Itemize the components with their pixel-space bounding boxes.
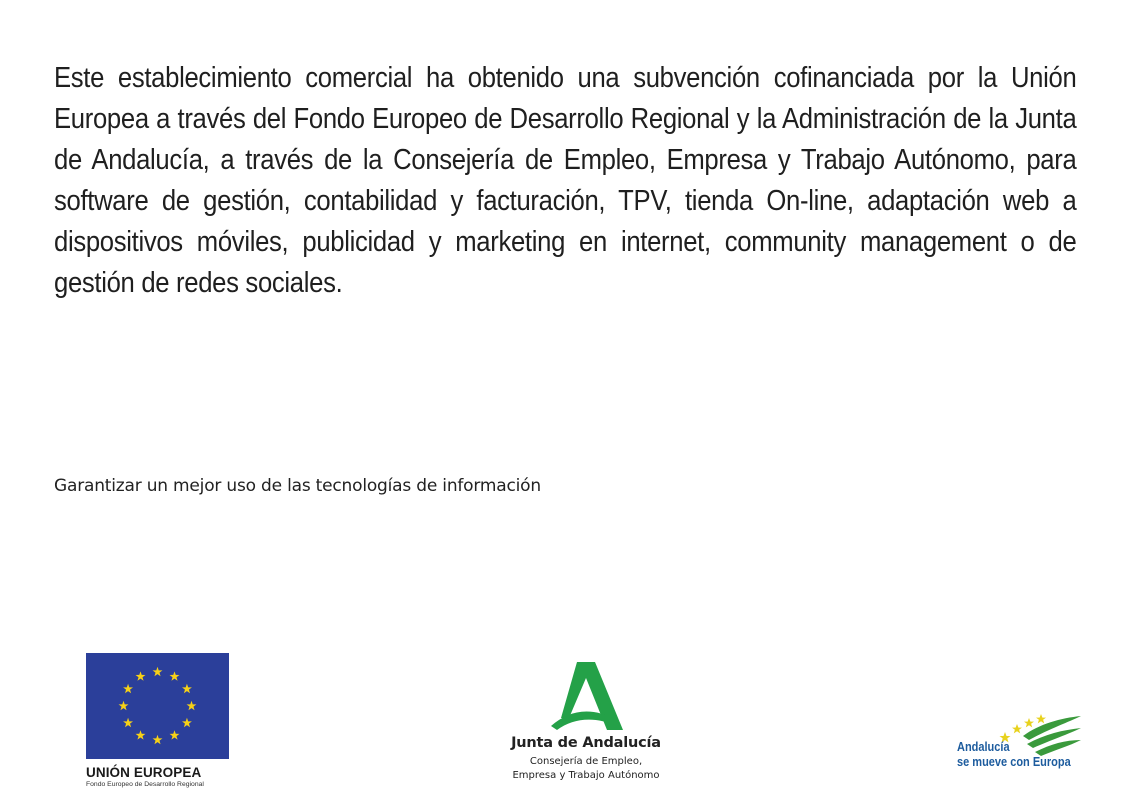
eu-flag-icon xyxy=(86,653,229,759)
junta-andalucia-logo xyxy=(486,660,686,783)
junta-subtitle-line1: Consejería de Empleo, xyxy=(529,756,643,767)
junta-andalucia-a-icon xyxy=(547,660,625,732)
subsidy-notice-paragraph: Este establecimiento comercial ha obtenido una subvención cofinanciada por la Unión Europea a través del Fondo Europeo de Desarrollo Regional y la Administración de la Junta de Andalucía, a través de la Consejería de Empleo, Empresa y Trabajo Autónomo, para software de gestión, contabilidad y facturación, TPV, tienda On-line, adaptación web a dispositivos móviles, publicidad y marketing en internet, community management o de gestión de redes sociales. xyxy=(54,62,1077,299)
andalucia-europa-line1: Andalucía xyxy=(957,740,1010,754)
objective-text: Garantizar un mejor uso de las tecnologías de información xyxy=(54,476,541,496)
andalucia-europa-icon xyxy=(999,710,1083,758)
eu-logo xyxy=(86,653,246,788)
junta-title: Junta de Andalucía xyxy=(511,735,661,751)
junta-subtitle-line2: Empresa y Trabajo Autónomo xyxy=(512,770,660,781)
eu-subtitle: Fondo Europeo de Desarrollo Regional xyxy=(86,781,204,788)
andalucia-europa-line2: se mueve con Europa xyxy=(957,755,1071,769)
eu-title: UNIÓN EUROPEA xyxy=(86,765,202,780)
